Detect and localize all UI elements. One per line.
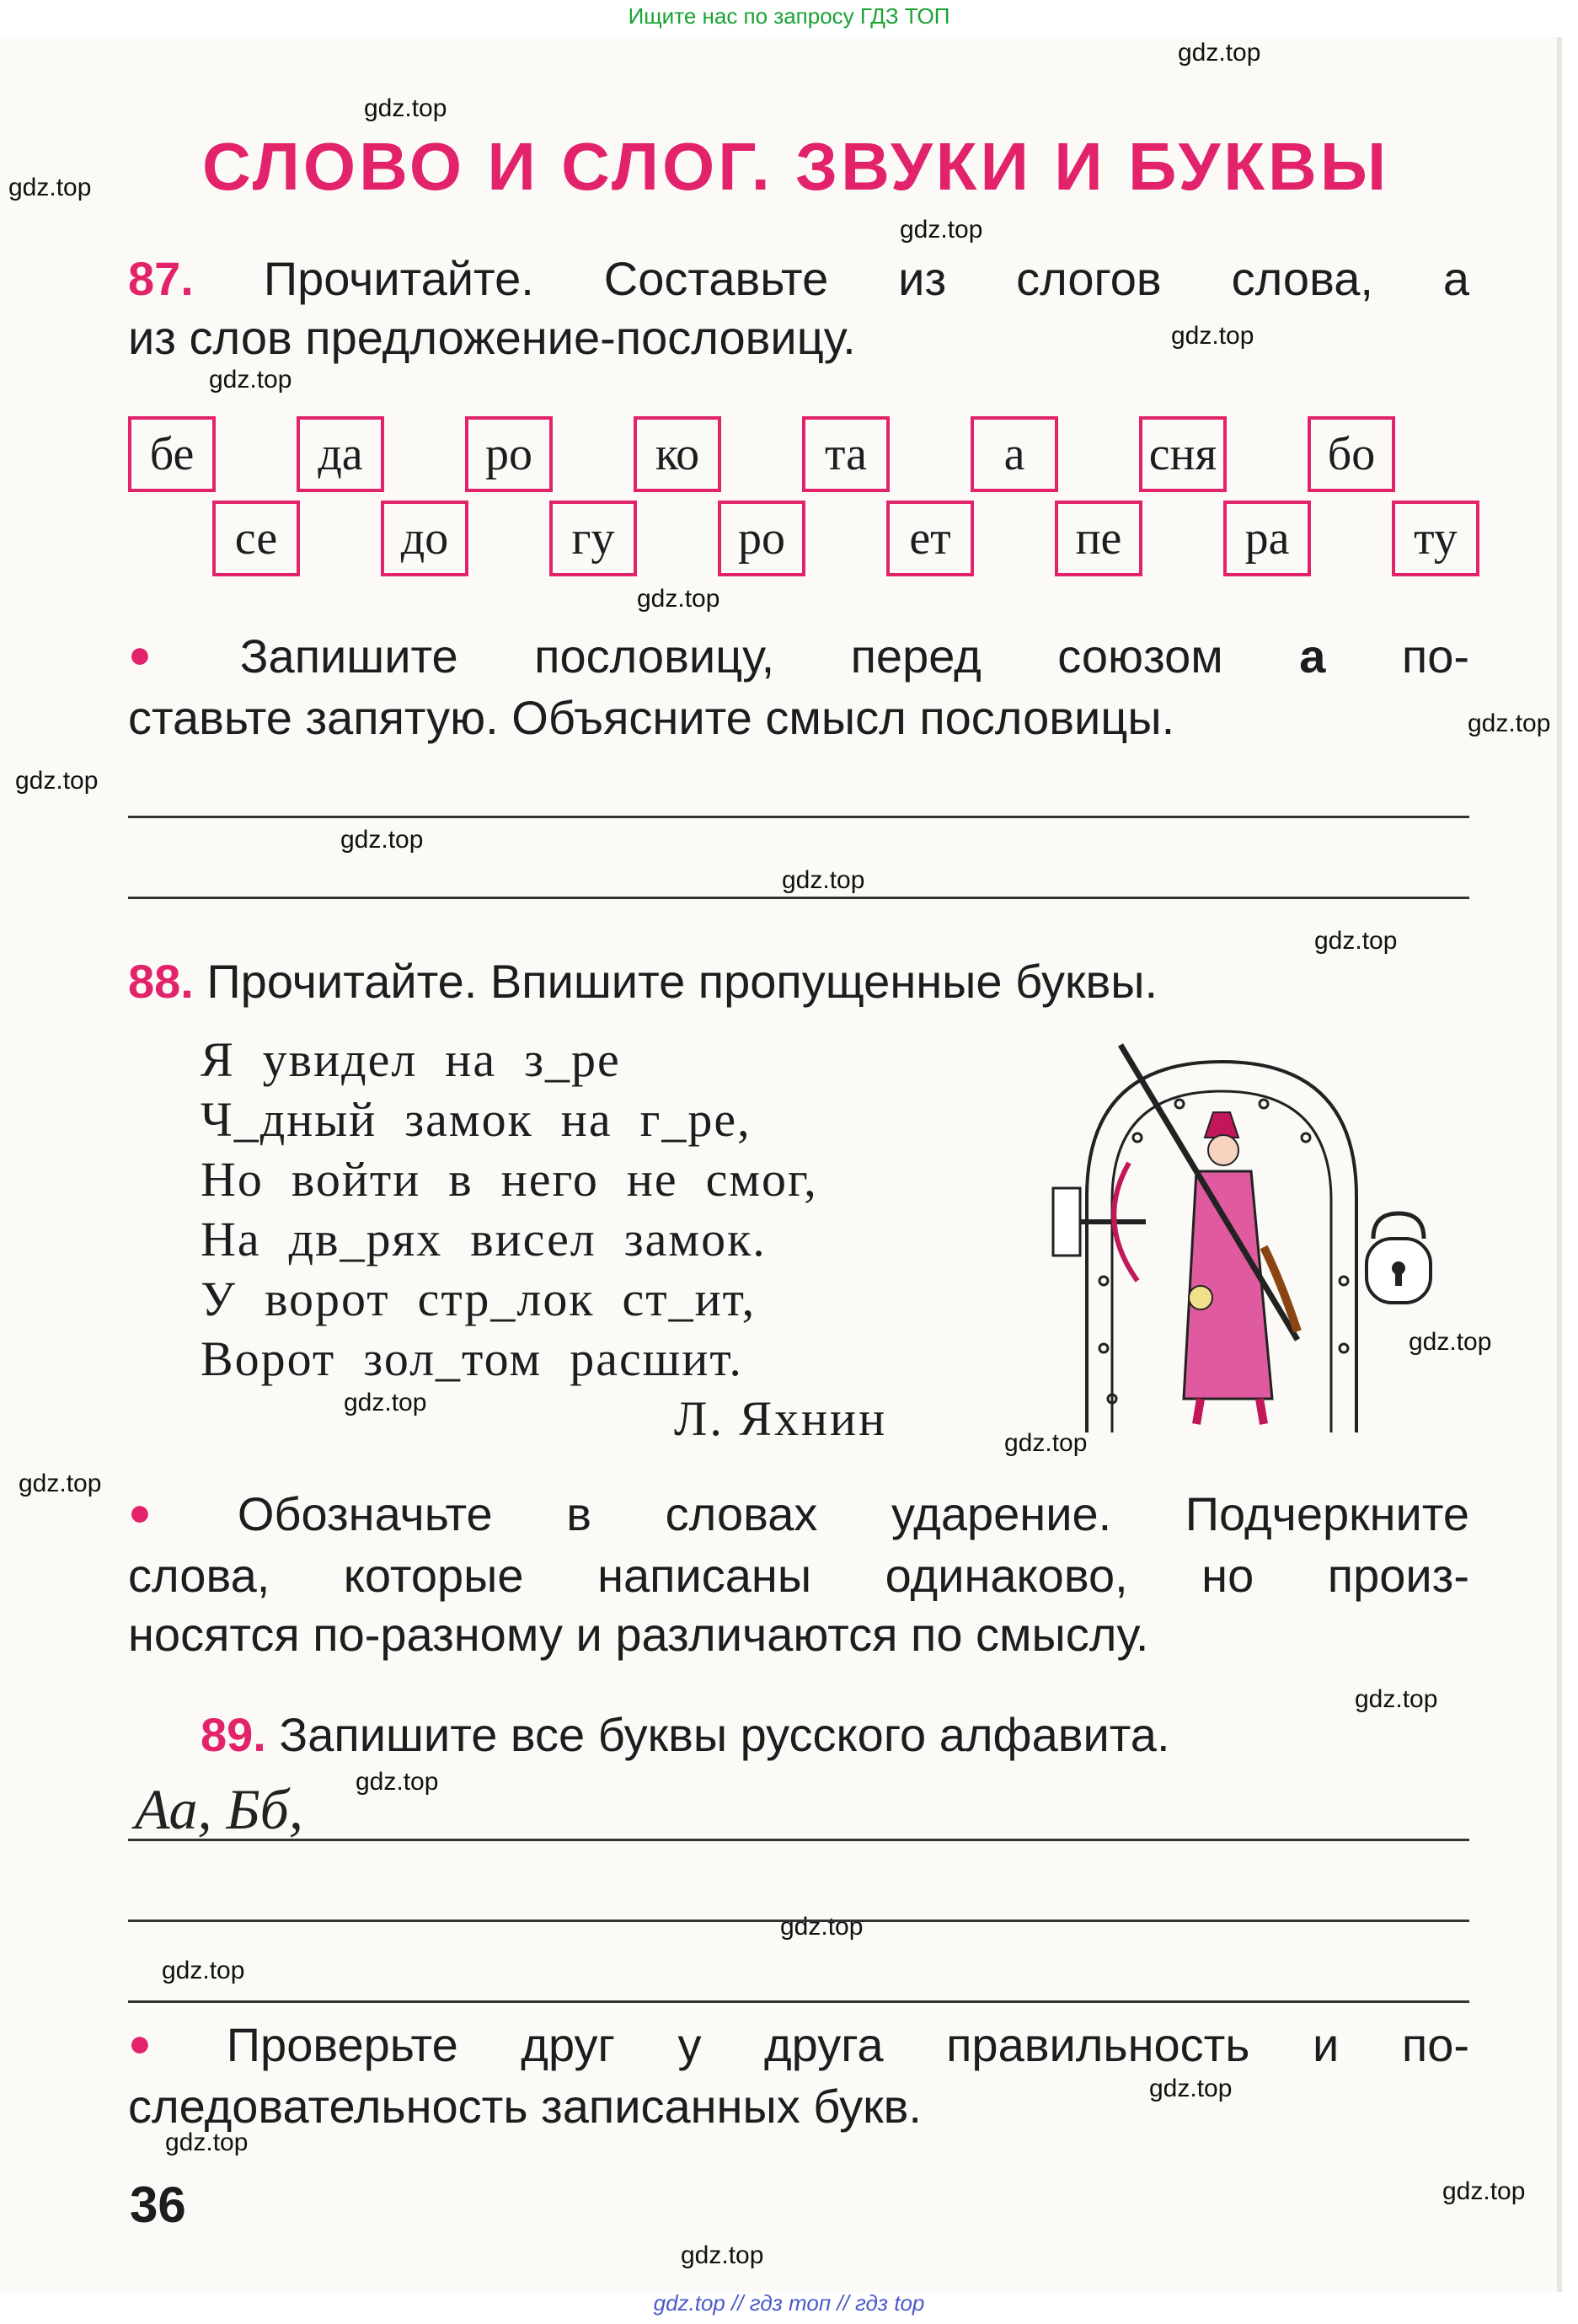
syllable-box: ко — [634, 416, 721, 492]
watermark: gdz.top — [15, 767, 99, 795]
watermark: gdz.top — [782, 866, 865, 894]
bullet-icon: ● — [128, 2021, 201, 2064]
exercise-number: 87. — [128, 252, 194, 305]
poem-line: Но войти в него не смог, — [201, 1152, 818, 1207]
watermark: gdz.top — [1004, 1429, 1088, 1457]
task-text-cont: следовательность записанных букв. — [128, 2080, 922, 2133]
syllable-box: ет — [886, 501, 974, 576]
watermark: gdz.top — [162, 1957, 245, 1984]
watermark: gdz.top — [165, 2129, 249, 2156]
syllable-box: ро — [465, 416, 553, 492]
watermark: gdz.top — [344, 1389, 427, 1416]
exercise-88-task — [128, 1485, 1469, 1664]
poem-line: На дв_рях висел замок. — [201, 1212, 767, 1266]
watermark: gdz.top — [1468, 710, 1551, 737]
syllable-box: до — [381, 501, 468, 576]
poem-author: Л. Яхнин — [674, 1391, 888, 1446]
exercise-87-text — [128, 249, 1469, 367]
guard-gate-illustration — [1019, 1028, 1458, 1441]
task-bold-word: а — [1299, 629, 1326, 683]
exercise-instruction-cont: из слов предложение-пословицу. — [128, 311, 856, 364]
exercise-number: 89. — [201, 1708, 266, 1761]
watermark: gdz.top — [1355, 1685, 1438, 1713]
exercise-number: 88. — [128, 955, 194, 1008]
watermark: gdz.top — [1149, 2075, 1233, 2102]
watermark: gdz.top — [19, 1470, 102, 1497]
bullet-icon: ● — [128, 1490, 212, 1534]
poem-line: Ч_дный замок на г_ре, — [201, 1092, 752, 1147]
syllable-box: се — [212, 501, 300, 576]
exercise-87-task — [128, 627, 1469, 747]
task-text-cont: ставьте запятую. Объясните смысл пословицы. — [128, 691, 1175, 744]
watermark: gdz.top — [780, 1913, 864, 1941]
watermark: gdz.top — [340, 826, 424, 854]
task-text: Запишите пословицу, перед союзом — [239, 629, 1223, 683]
exercise-89-text — [128, 1706, 1469, 1764]
syllable-box: ту — [1392, 501, 1479, 576]
syllable-box: а — [971, 416, 1058, 492]
watermark: gdz.top — [364, 94, 447, 122]
exercise-instruction: Запишите все буквы русского алфавита. — [279, 1708, 1170, 1761]
syllable-box: ра — [1223, 501, 1311, 576]
syllable-box: сня — [1139, 416, 1227, 492]
poem-line: Ворот зол_том расшит. — [201, 1331, 743, 1386]
watermark: gdz.top — [1178, 39, 1261, 67]
watermark: gdz.top — [681, 2241, 764, 2269]
watermark: gdz.top — [1314, 927, 1398, 955]
syllable-box: гу — [549, 501, 637, 576]
writing-line[interactable] — [128, 2000, 1469, 2003]
section-title: СЛОВО И СЛОГ. ЗВУКИ И БУКВЫ — [202, 129, 1390, 204]
page-number: 36 — [130, 2177, 186, 2233]
syllable-box: та — [802, 416, 890, 492]
syllable-box: ро — [718, 501, 805, 576]
watermark: gdz.top — [8, 174, 92, 201]
exercise-instruction: Прочитайте. Составьте из слогов слова, а — [263, 252, 1470, 305]
poem-line: У ворот стр_лок ст_ит, — [201, 1272, 757, 1326]
writing-line[interactable] — [128, 1920, 1469, 1922]
watermark: gdz.top — [900, 216, 983, 244]
poem-line: Я увидел на з_ре — [201, 1032, 621, 1087]
bottom-banner[interactable]: gdz.top // гдз топ // гдз top — [653, 2290, 925, 2316]
syllable-box: да — [297, 416, 384, 492]
watermark: gdz.top — [209, 366, 292, 394]
watermark: gdz.top — [1409, 1328, 1492, 1356]
task-text: Проверьте друг у друга правильность и по- — [226, 2018, 1469, 2071]
handwriting-sample: Аа, Бб, — [135, 1777, 303, 1841]
syllable-box: бо — [1308, 416, 1395, 492]
writing-line[interactable] — [128, 1839, 1469, 1841]
exercise-89-task — [128, 2016, 1469, 2136]
poem — [201, 1030, 818, 1389]
watermark: gdz.top — [1442, 2177, 1526, 2205]
watermark: gdz.top — [1171, 322, 1254, 350]
task-text-cont: слова, которые написаны одинаково, но произ- — [128, 1549, 1469, 1602]
syllable-box: пе — [1055, 501, 1142, 576]
syllable-box: бе — [128, 416, 216, 492]
top-banner[interactable]: Ищите нас по запросу ГДЗ ТОП — [628, 3, 950, 29]
exercise-88-text — [128, 952, 1469, 1011]
task-text-cont: носятся по-разному и различаются по смыслу. — [128, 1608, 1149, 1661]
writing-line[interactable] — [128, 897, 1469, 899]
bullet-icon: ● — [128, 632, 215, 676]
task-text-end: по- — [1401, 629, 1469, 683]
task-text: Обозначьте в словах ударение. Подчеркните — [237, 1487, 1469, 1540]
watermark: gdz.top — [637, 585, 720, 613]
exercise-instruction: Прочитайте. Впишите пропущенные буквы. — [206, 955, 1158, 1008]
writing-line[interactable] — [128, 816, 1469, 818]
watermark: gdz.top — [356, 1768, 439, 1796]
